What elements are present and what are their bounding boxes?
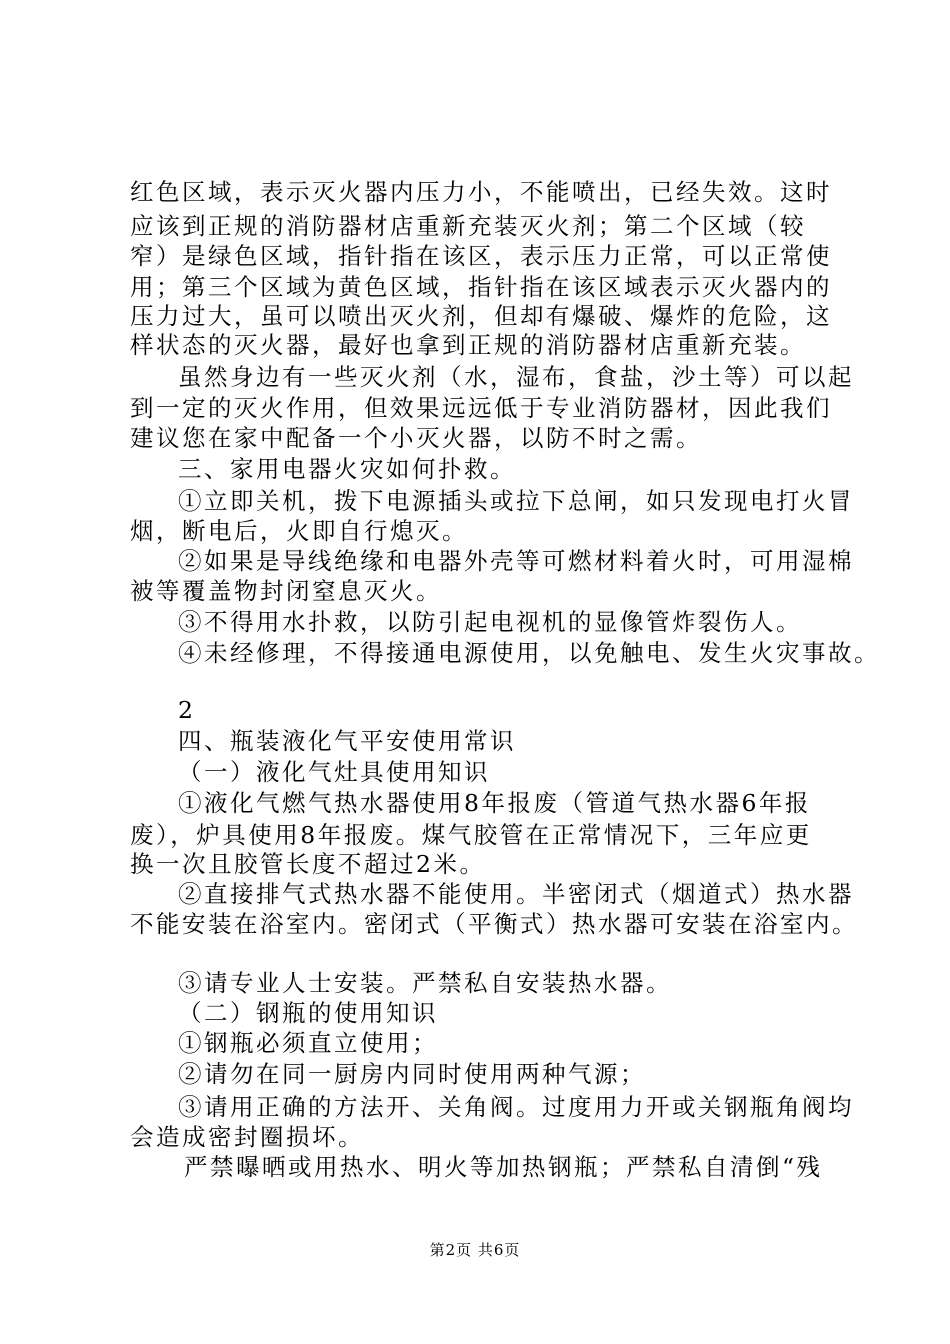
subsection-heading: （一）液化气灶具使用知识 (178, 758, 490, 786)
text-line: 红色区域，表示灭火器内压力小，不能喷出，已经失效。这时 (130, 178, 832, 206)
text-line: ①液化气燃气热水器使用8年报废（管道气热水器6年报 (178, 789, 811, 817)
text-line: 用；第三个区域为黄色区域，指针指在该区域表示灭火器内的 (130, 273, 832, 301)
text-line: 严禁曝晒或用热水、明火等加热钢瓶；严禁私自清倒“残 (184, 1153, 823, 1181)
text-line: 废），炉具使用8年报废。煤气胶管在正常情况下，三年应更 (130, 821, 812, 849)
text-line: 虽然身边有一些灭火剂（水，湿布，食盐，沙土等）可以起 (178, 363, 854, 391)
text-line: ①钢瓶必须直立使用； (178, 1029, 438, 1057)
text-line: 换一次且胶管长度不超过2米。 (130, 850, 486, 878)
text-line: 应该到正规的消防器材店重新充装灭火剂；第二个区域（较 (130, 212, 806, 240)
text-line: 建议您在家中配备一个小灭火器，以防不时之需。 (130, 424, 702, 452)
section-heading: 三、家用电器火灾如何扑救。 (178, 455, 516, 483)
text-line: ②如果是导线绝缘和电器外壳等可燃材料着火时，可用湿棉 (178, 547, 854, 575)
text-line: 窄）是绿色区域，指针指在该区，表示压力正常，可以正常使 (130, 242, 832, 270)
page-number-inline: 2 (178, 696, 196, 724)
subsection-heading: （二）钢瓶的使用知识 (178, 999, 438, 1027)
text-line: ②直接排气式热水器不能使用。半密闭式（烟道式）热水器 (178, 880, 854, 908)
text-line: ①立即关机，拨下电源插头或拉下总闸，如只发现电打火冒 (178, 487, 854, 515)
text-line: ③请专业人士安装。严禁私自安装热水器。 (178, 969, 672, 997)
text-line: 会造成密封圈损坏。 (130, 1123, 364, 1151)
page-footer: 第2页 共6页 (429, 1241, 521, 1259)
text-line: 压力过大，虽可以喷出灭火剂，但却有爆破、爆炸的危险，这 (130, 302, 832, 330)
text-line: 烟，断电后，火即自行熄灭。 (130, 517, 468, 545)
text-line: 样状态的灭火器，最好也拿到正规的消防器材店重新充装。 (130, 331, 806, 359)
text-line: 被等覆盖物封闭窒息灭火。 (130, 577, 442, 605)
text-line: 不能安装在浴室内。密闭式（平衡式）热水器可安装在浴室内。 (130, 910, 858, 938)
text-line: 到一定的灭火作用，但效果远远低于专业消防器材，因此我们 (130, 394, 832, 422)
text-line: ③请用正确的方法开、关角阀。过度用力开或关钢瓶角阀均 (178, 1093, 854, 1121)
text-line: ③不得用水扑救，以防引起电视机的显像管炸裂伤人。 (178, 608, 802, 636)
text-line: ④未经修理，不得接通电源使用，以免触电、发生火灾事故。 (178, 639, 880, 667)
text-line: ②请勿在同一厨房内同时使用两种气源； (178, 1060, 646, 1088)
section-heading: 四、瓶装液化气平安使用常识 (178, 727, 516, 755)
